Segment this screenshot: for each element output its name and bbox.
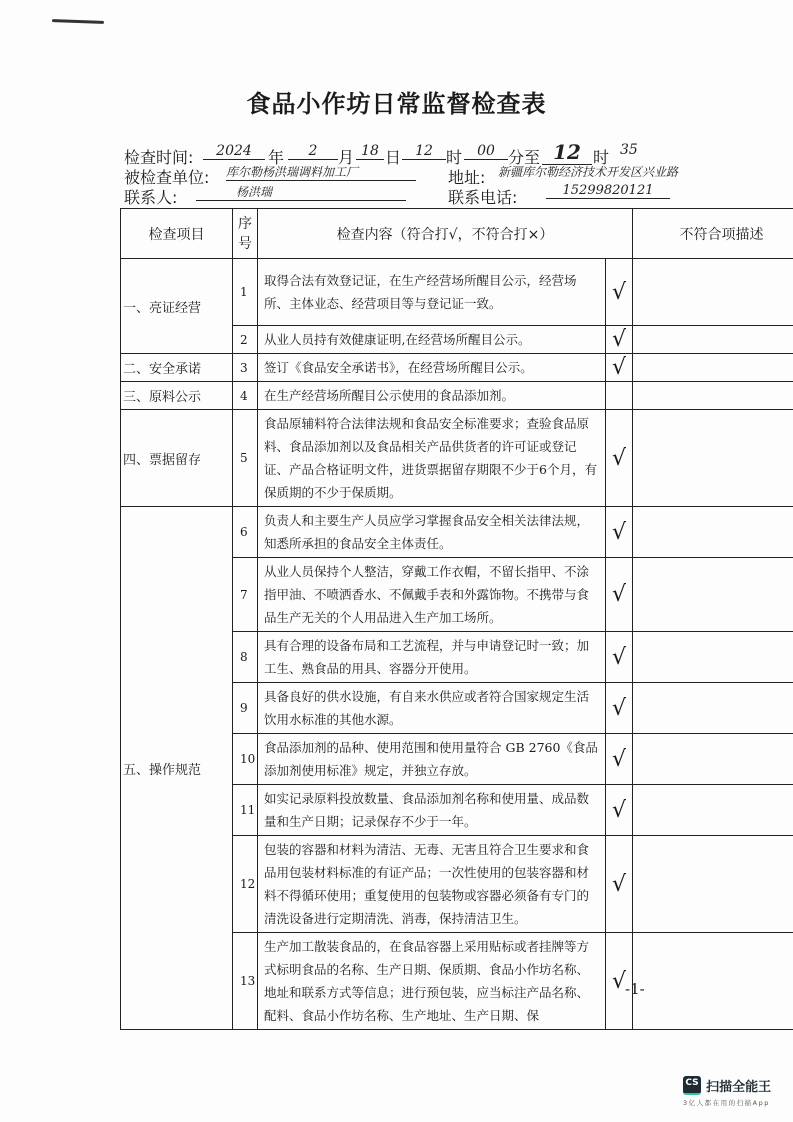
nonconformity-cell[interactable] [633,382,793,410]
address-value: 新疆库尔勒经济技术开发区兴业路 [498,165,679,179]
row-number: 9 [233,683,258,734]
table-row [121,410,793,507]
nonconformity-cell[interactable] [633,785,793,836]
row-number: 7 [233,558,258,632]
check-mark[interactable]: √ [606,354,633,382]
category-cell: 五、操作规范 [121,507,233,1030]
row-content: 食品添加剂的品种、使用范围和使用量符合 GB 2760《食品添加剂使用标准》规定，并独立存放。 [258,734,606,785]
row-number: 13 [233,933,258,1030]
table-row [121,259,793,326]
nonconformity-cell[interactable] [633,836,793,933]
year-value: 2024 [203,143,265,160]
contact-label: 联系人: [124,188,178,207]
check-mark[interactable]: √ [606,734,633,785]
nonconformity-cell[interactable] [633,507,793,558]
camscanner-logo-icon: CS [683,1076,701,1095]
row-number: 4 [233,382,258,410]
row-number: 8 [233,632,258,683]
check-mark[interactable]: √ [606,836,633,933]
phone-label: 联系电话: [448,188,518,207]
row-number: 10 [233,734,258,785]
row-number: 1 [233,259,258,326]
row-content: 食品原辅料符合法律法规和食品安全标准要求；查验食品原料、食品添加剂以及食品相关产品供货者的许可证或登记证、产品合格证明文件，进货票据留存期限不少于6个月，有保质期的不少于保质期。 [258,410,606,507]
nonconformity-cell[interactable] [633,683,793,734]
year-unit: 年 [268,148,285,167]
nonconformity-cell[interactable] [633,632,793,683]
table-header-row [121,209,793,259]
contact-value: 杨洪瑞 [196,183,406,201]
row-content: 具有合理的设备布局和工艺流程，并与申请登记时一致；加工生、熟食品的用具、容器分开使用。 [258,632,606,683]
unit-value: 库尔勒杨洪瑞调料加工厂 [226,163,416,181]
scanner-watermark [683,1075,771,1107]
category-cell: 四、票据留存 [121,410,233,507]
end-minute-value: 35 [620,142,638,158]
watermark-tagline: 3亿人都在用的扫描App [683,1099,770,1107]
nonconformity-cell[interactable] [633,558,793,632]
header-item: 检查项目 [121,209,233,259]
category-cell: 一、亮证经营 [121,259,233,354]
row-content: 包装的容器和材料为清洁、无毒、无害且符合卫生要求和食品用包装材料标准的有证产品；一次性使用的包装容器和材料不得循环使用；重复使用的包装物或容器必须备有专门的清洗设备进行定期清洗、消毒，保持清洁卫生。 [258,836,606,933]
nonconformity-cell[interactable] [633,734,793,785]
nonconformity-cell[interactable] [633,933,793,1030]
minute-unit: 分至 [508,148,541,167]
time-label: 检查时间: [124,148,194,167]
unit-label: 被检查单位: [124,168,210,187]
row-number: 5 [233,410,258,507]
hour-value: 12 [402,143,446,160]
page-number: -1- [625,980,645,998]
category-cell: 二、安全承诺 [121,354,233,382]
watermark-name: 扫描全能王 [706,1080,772,1095]
check-mark[interactable]: √ [606,507,633,558]
header-description: 不符合项描述 [633,209,793,259]
check-mark[interactable]: √ [606,259,633,326]
row-number: 3 [233,354,258,382]
row-content: 具备良好的供水设施，有自来水供应或者符合国家规定生活饮用水标准的其他水源。 [258,683,606,734]
scan-mark [52,19,104,24]
day-value: 18 [356,143,384,160]
nonconformity-cell[interactable] [633,354,793,382]
check-mark[interactable]: √ [606,326,633,354]
phone-value: 15299820121 [546,183,670,199]
row-number: 6 [233,507,258,558]
month-unit: 月 [338,148,355,167]
row-content: 取得合法有效登记证，在生产经营场所醒目公示，经营场所、主体业态、经营项目等与登记证一致。 [258,259,606,326]
month-value: 2 [288,143,338,160]
nonconformity-cell[interactable] [633,326,793,354]
check-mark[interactable] [606,382,633,410]
header-content: 检查内容（符合打√，不符合打×） [258,209,633,259]
minute-value: 00 [464,143,508,160]
nonconformity-cell[interactable] [633,410,793,507]
row-content: 如实记录原料投放数量、食品添加剂名称和使用量、成品数量和生产日期；记录保存不少于一年。 [258,785,606,836]
row-content: 签订《食品安全承诺书》，在经营场所醒目公示。 [258,354,606,382]
table-row [121,382,793,410]
row-content: 在生产经营场所醒目公示使用的食品添加剂。 [258,382,606,410]
check-mark[interactable]: √ [606,410,633,507]
check-mark[interactable]: √ [606,632,633,683]
address-label: 地址: [448,168,486,187]
category-cell: 三、原料公示 [121,382,233,410]
row-number: 12 [233,836,258,933]
day-unit: 日 [385,148,402,167]
table-row [121,354,793,382]
check-mark[interactable]: √ [606,558,633,632]
hour-unit: 时 [446,148,463,167]
end-hour-value: 12 [542,140,592,165]
end-hour-unit: 时 [593,148,610,167]
row-content: 从业人员持有效健康证明,在经营场所醒目公示。 [258,326,606,354]
row-number: 11 [233,785,258,836]
header-seq: 序号 [233,209,258,259]
check-mark[interactable]: √ [606,933,633,1030]
check-mark[interactable]: √ [606,683,633,734]
row-number: 2 [233,326,258,354]
page-title: 食品小作坊日常监督检查表 [246,89,547,118]
nonconformity-cell[interactable] [633,259,793,326]
check-mark[interactable]: √ [606,785,633,836]
row-content: 负责人和主要生产人员应学习掌握食品安全相关法律法规，知悉所承担的食品安全主体责任。 [258,507,606,558]
row-content: 从业人员保持个人整洁，穿戴工作衣帽，不留长指甲、不涂指甲油、不喷洒香水、不佩戴手表和外露饰物。不携带与食品生产无关的个人用品进入生产加工场所。 [258,558,606,632]
row-content: 生产加工散装食品的，在食品容器上采用贴标或者挂牌等方式标明食品的名称、生产日期、保质期、食品小作坊名称、地址和联系方式等信息；进行预包装，应当标注产品名称、配料、食品小作坊名称、生产地址、生产日期、保 [258,933,606,1030]
table-row [121,507,793,558]
inspection-table [120,208,793,1030]
